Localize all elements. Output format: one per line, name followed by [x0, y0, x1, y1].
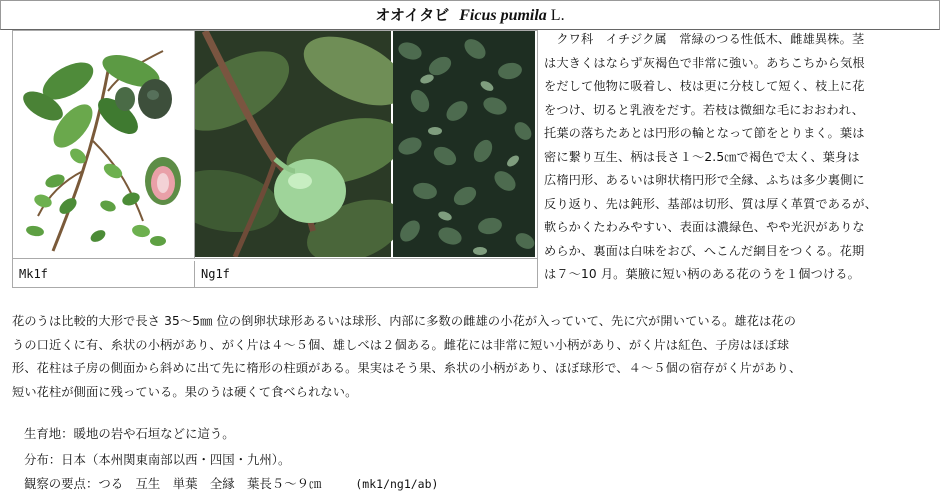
- text-line: は７～10 月。葉腋に短い柄のある花のうを１個つける。: [544, 267, 860, 281]
- title-latin: Ficus pumila: [459, 7, 547, 24]
- distribution: 分布：日本（本州関東南部以西・四国・九州）。: [24, 452, 291, 467]
- text-line: 花のうは比較的大形で長さ 35～5㎜ 位の倒卵状球形あるいは球形、内部に多数の雌雄の小花が入っていて、先に穴が開いている。雄花は花の: [12, 314, 797, 328]
- figure-table: [12, 30, 538, 288]
- text-line: 形、花柱は子房の側面から斜めに出て先に楕形の柱頭がある。果実はそう果、糸状の小柄があり、ほぼ球形で、４～５個の宿存がく片があり、: [12, 361, 802, 375]
- text-line: は大きくはならず灰褐色で非常に強い。あちこちから気根: [544, 55, 865, 70]
- photo-figs-and-leaves: [195, 31, 537, 259]
- text-line: クワ科 イチジク属 常緑のつる性低木、雌雄異株。茎: [544, 32, 865, 46]
- text-line: 広楕円形、あるいは卵状楕円形で全縁、ふちは多少裏側に: [544, 173, 865, 187]
- observation-points: [24, 474, 438, 492]
- text-line: めらか、裏面は白味をおび、へこんだ網目をつくる。花期: [544, 243, 865, 258]
- source-codes: (mk1/ng1/ab): [355, 477, 439, 491]
- description-right-column: [544, 28, 938, 287]
- habitat: 生育地：暖地の岩や石垣などに這う。: [24, 426, 235, 441]
- caption-mk: Mk1f: [13, 261, 195, 287]
- title-japanese: オオイタビ: [375, 6, 450, 24]
- text-line: うの口近くに有、糸状の小柄があり、がく片は４～５個、雄しべは２個ある。雌花には非常に短い小柄があり、がく片は紅色、子房はほぼ球: [12, 337, 790, 352]
- caption-ng: Ng1f: [201, 267, 230, 281]
- text-line: 托葉の落ちたあとは円形の輪となって節をとりまく。葉は: [544, 126, 865, 140]
- text-line: 軟らかくたわみやすい、表面は濃緑色、やや光沢がありな: [544, 220, 865, 234]
- text-line: をだして他物に吸着し、枝は更に分枝して短く、枝上に花: [544, 79, 865, 93]
- observation-text: 観察の要点：つる 互生 単葉 全縁 葉長５～９㎝: [24, 476, 322, 491]
- text-line: 反り返り、先は鈍形、基部は切形、質は厚く革質であるが、: [544, 196, 878, 211]
- description-full-width: [12, 310, 938, 404]
- botanical-illustration: [13, 31, 195, 259]
- text-line: 短い花柱が側面に残っている。果のうは硬くて食べられない。: [12, 384, 358, 399]
- text-line: 密に繋り互生、柄は長さ１～2.5㎝で褐色で太く、葉身は: [544, 149, 860, 164]
- text-line: をつけ、切ると乳液をだす。若枝は微細な毛におおわれ、: [544, 102, 865, 117]
- page-title: [0, 0, 940, 30]
- title-author: L.: [550, 7, 565, 24]
